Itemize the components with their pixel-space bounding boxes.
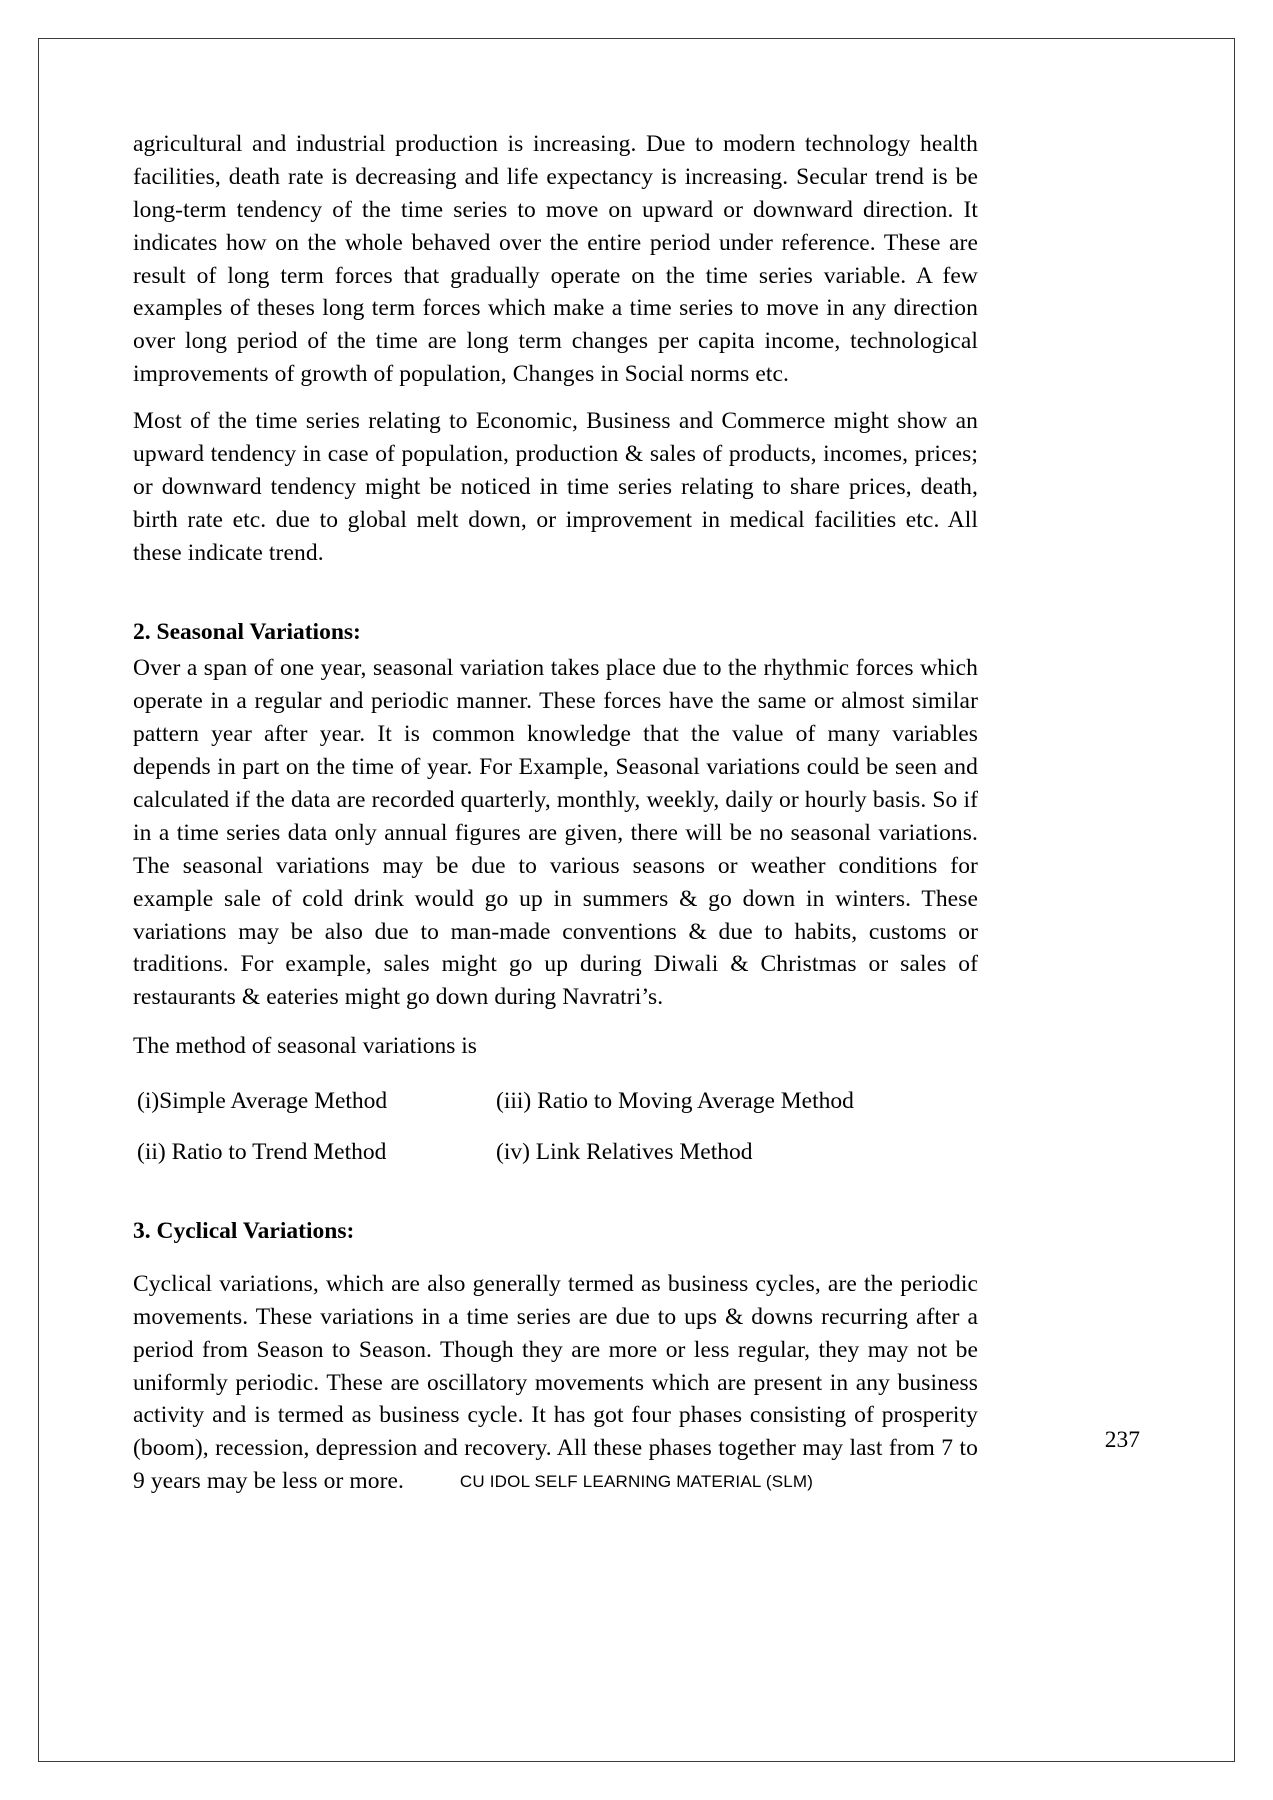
gap-before-method-intro <box>133 1014 978 1030</box>
method-item-i: (i)Simple Average Method <box>137 1088 388 1115</box>
paragraph-cyclical-variations: Cyclical variations, which are also generally termed as business cycles, are the periodic movements. These variations in a time series are due to ups & downs recurring after a period from Season to Season. Though they are more or less regular, they may not be uniformly periodic. These are oscillatory movements which are present in any business activity and is termed as business cycle. It has got four phases consisting of prosperity (boom), recession, depression and recovery. All these phases together may last from 7 to 9 years may be less or more. <box>133 1270 978 1495</box>
heading-seasonal-variations: 2. Seasonal Variations: <box>133 618 361 645</box>
paragraph-time-series-tendency: Most of the time series relating to Economic, Business and Commerce might show an upward tendency in case of population, production & sales of products, incomes, prices; or downward tendency might be noticed in time series relating to share prices, death, birth rate etc. due to global melt down, or improvement in medical facilities etc. All these indicate trend. <box>133 408 978 566</box>
paragraph-seasonal-variations: Over a span of one year, seasonal variation takes place due to the rhythmic forces which operate in a regular and periodic manner. These forces have the same or almost similar pattern year after year. It is common knowledge that the value of many variables depends in part on the time of year. For Example, Seasonal variations could be seen and calculated if the data are recorded quarterly, monthly, weekly, daily or hourly basis. So if in a time series data only annual figures are given, there will be no seasonal variations. The seasonal variations may be due to various seasons or weather conditions for example sale of cold drink would go up in summers & go down in winters. These variations may be also due to man-made conventions & due to habits, customs or traditions. For example, sales might go up during Diwali & Christmas or sales of restaurants & eateries might go down during Navratri’s. <box>133 655 978 1011</box>
page-number: 237 <box>1104 1427 1140 1453</box>
section-gap-1 <box>133 570 978 616</box>
paragraph-secular-trend: agricultural and industrial production is increasing. Due to modern technology health facilities, death rate is decreasing and life expectancy is increasing. Secular trend is be long-term tendency of the time series to move on upward or downward direction. It indicates how on the whole behaved over the entire period under reference. These are result of long term forces that gradually operate on the time series variable. A few examples of theses long term forces which make a time series to move in any direction over long period of the time are long term changes per capita income, technological improvements of growth of population, Changes in Social norms etc. <box>133 131 978 388</box>
section-gap-2 <box>133 1169 978 1215</box>
methods-row <box>133 1136 978 1169</box>
gap-after-cyclical-heading <box>133 1252 978 1268</box>
method-intro-line: The method of seasonal variations is <box>133 1033 477 1060</box>
methods-row <box>133 1085 978 1118</box>
seasonal-methods-list <box>133 1085 978 1169</box>
method-item-iii: (iii) Ratio to Moving Average Method <box>496 1088 854 1115</box>
method-item-ii: (ii) Ratio to Trend Method <box>137 1139 387 1166</box>
method-item-iv: (iv) Link Relatives Method <box>496 1139 753 1166</box>
page-content <box>133 128 978 1498</box>
page-footer: CU IDOL SELF LEARNING MATERIAL (SLM) <box>459 1472 814 1491</box>
heading-cyclical-variations: 3. Cyclical Variations: <box>133 1217 355 1244</box>
